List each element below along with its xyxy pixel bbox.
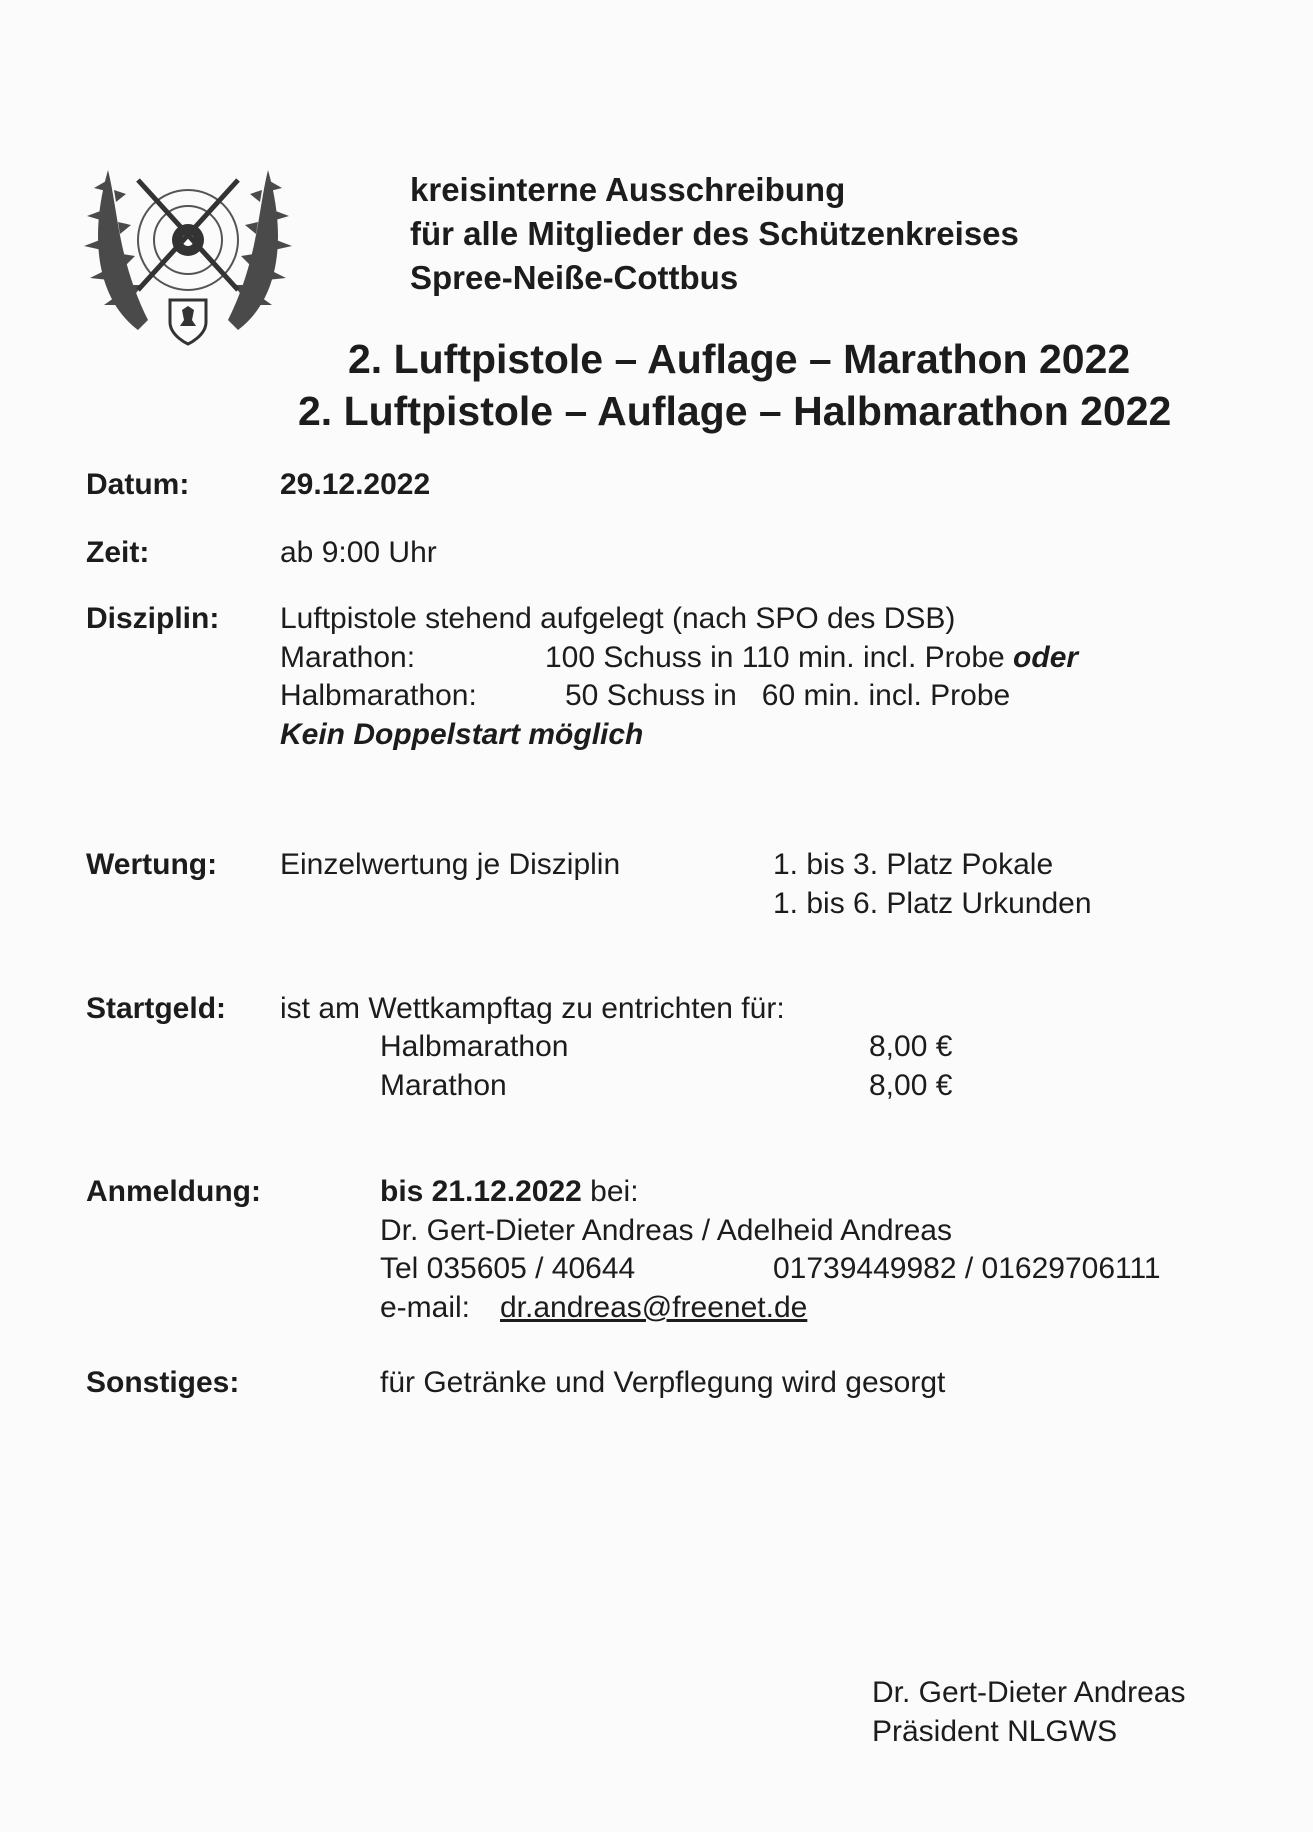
title-marathon: 2. Luftpistole – Auflage – Marathon 2022	[348, 336, 1131, 382]
zeit-label: Zeit:	[86, 536, 150, 569]
startgeld-item-name: Halbmarathon	[380, 1030, 569, 1063]
startgeld-item-price: 8,00 €	[869, 1069, 953, 1102]
disziplin-marathon-text: 100 Schuss in 110 min. incl. Probe	[545, 641, 1005, 674]
wertung-award-1: 1. bis 3. Platz Pokale	[773, 848, 1054, 881]
disziplin-marathon-value	[545, 641, 1078, 675]
disziplin-halb-label: Halbmarathon:	[280, 679, 477, 712]
startgeld-item-price: 8,00 €	[869, 1030, 953, 1063]
disziplin-halb-value: 50 Schuss in 60 min. incl. Probe	[565, 679, 1011, 712]
signature-name: Dr. Gert-Dieter Andreas	[872, 1676, 1186, 1709]
startgeld-intro: ist am Wettkampftag zu entrichten für:	[280, 992, 785, 1025]
title-halbmarathon: 2. Luftpistole – Auflage – Halbmarathon 2022	[298, 388, 1172, 434]
sonstiges-value: für Getränke und Verpflegung wird gesorgt	[380, 1366, 946, 1399]
startgeld-label: Startgeld:	[86, 992, 227, 1025]
anmeldung-label: Anmeldung:	[86, 1175, 261, 1208]
disziplin-marathon-label: Marathon:	[280, 641, 416, 674]
anmeldung-mobile: 01739449982 / 01629706111	[773, 1252, 1161, 1285]
header-line-1: kreisinterne Ausschreibung	[410, 171, 846, 208]
anmeldung-email-link[interactable]: dr.andreas@freenet.de	[500, 1291, 808, 1324]
shooting-club-emblem-icon	[78, 150, 298, 350]
disziplin-or: oder	[1013, 641, 1079, 674]
header-line-2: für alle Mitglieder des Schützenkreises	[410, 215, 1019, 252]
startgeld-item-name: Marathon	[380, 1069, 507, 1102]
disziplin-note: Kein Doppelstart möglich	[280, 718, 644, 751]
signature-title: Präsident NLGWS	[872, 1715, 1118, 1748]
wertung-value: Einzelwertung je Disziplin	[280, 848, 621, 881]
datum-value: 29.12.2022	[280, 468, 431, 501]
anmeldung-deadline: bis 21.12.2022	[380, 1175, 582, 1208]
sonstiges-label: Sonstiges:	[86, 1366, 240, 1399]
wertung-award-2: 1. bis 6. Platz Urkunden	[773, 887, 1092, 920]
anmeldung-deadline-suffix: bei:	[581, 1175, 639, 1208]
header-line-3: Spree-Neiße-Cottbus	[410, 259, 739, 296]
datum-label: Datum:	[86, 468, 190, 501]
disziplin-line-1: Luftpistole stehend aufgelegt (nach SPO des DSB)	[280, 602, 956, 635]
zeit-value: ab 9:00 Uhr	[280, 536, 437, 569]
anmeldung-email-label: e-mail:	[380, 1291, 471, 1324]
anmeldung-deadline-line	[380, 1175, 639, 1209]
disziplin-label: Disziplin:	[86, 602, 220, 635]
anmeldung-contact: Dr. Gert-Dieter Andreas / Adelheid Andreas	[380, 1214, 952, 1247]
anmeldung-tel: Tel 035605 / 40644	[380, 1252, 636, 1285]
wertung-label: Wertung:	[86, 848, 218, 881]
